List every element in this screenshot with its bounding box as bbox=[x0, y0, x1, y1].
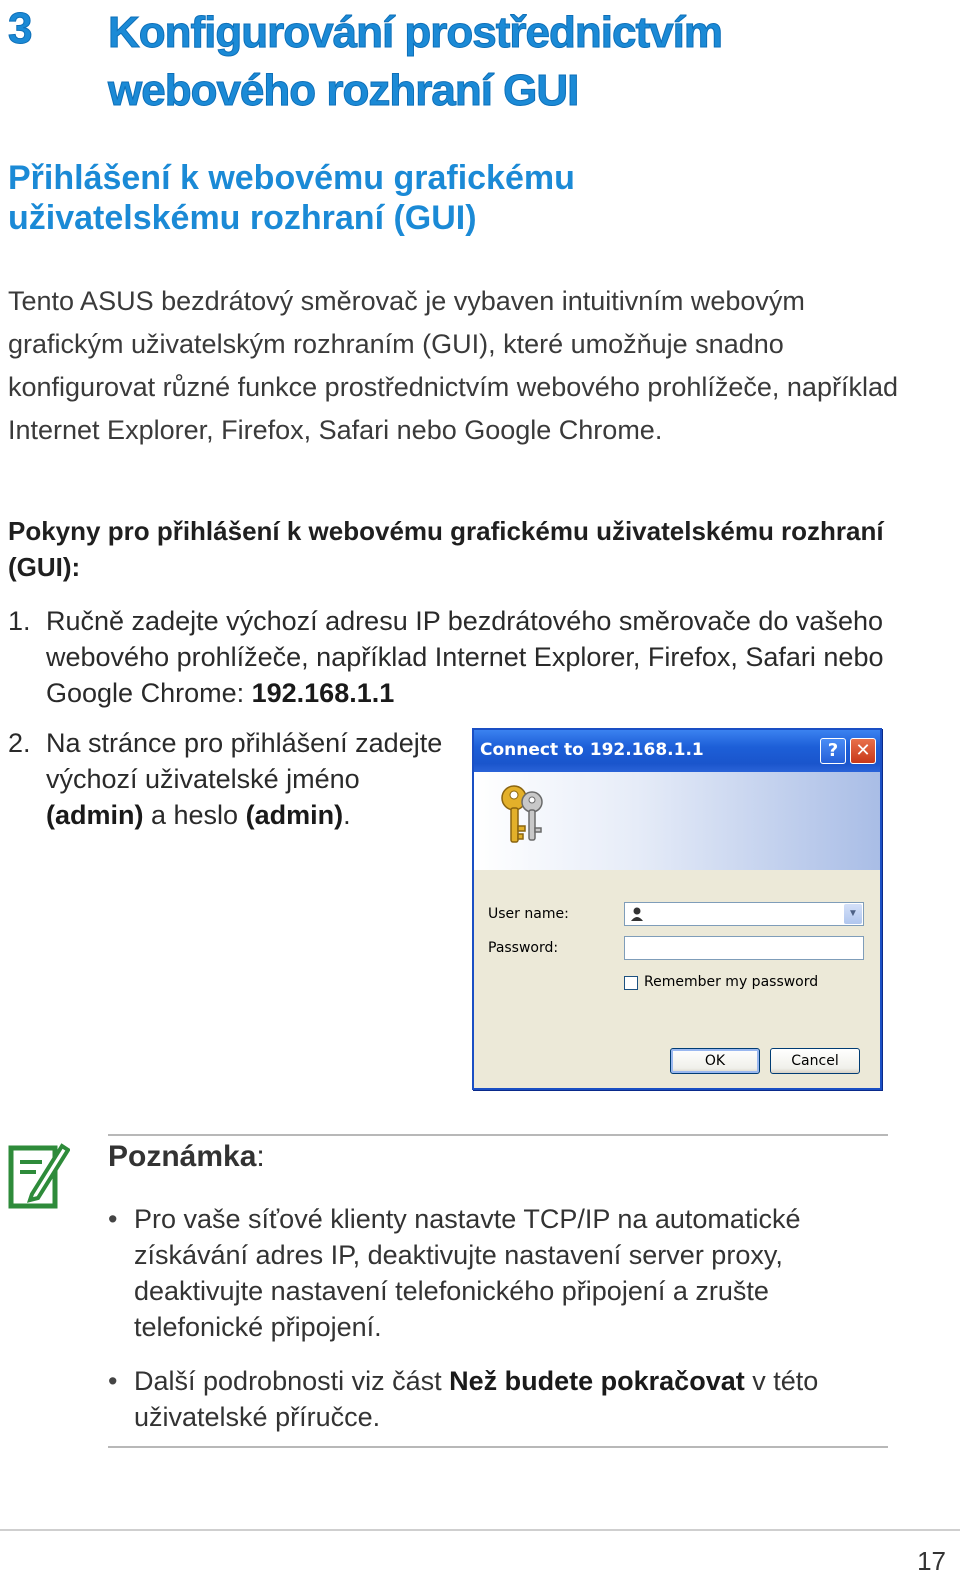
keys-icon bbox=[494, 780, 558, 850]
dialog-titlebar bbox=[474, 730, 880, 772]
username-label: User name: bbox=[488, 906, 569, 922]
password-field[interactable] bbox=[624, 936, 864, 960]
note-label bbox=[108, 1140, 265, 1174]
login-dialog bbox=[472, 728, 882, 1090]
password-label: Password: bbox=[488, 940, 559, 956]
bullet-marker: • bbox=[108, 1366, 118, 1396]
note-label-text: Poznámka bbox=[108, 1140, 257, 1173]
note-item-2-link: Než budete pokračovat bbox=[449, 1366, 745, 1396]
page-number: 17 bbox=[917, 1546, 946, 1576]
step-2-body-c: . bbox=[343, 800, 351, 830]
username-combo[interactable] bbox=[624, 902, 864, 926]
note-item-1: Pro vaše síťové klienty nastavte TCP/IP na automatické získávání adres IP, deaktivujte nastavení server proxy, deaktivujte nastavení telefonického připojení a zrušte telefonické připojení. bbox=[134, 1204, 801, 1342]
step-1-number: 1. bbox=[8, 606, 31, 636]
step-2-number: 2. bbox=[8, 728, 31, 758]
dialog-title: Connect to 192.168.1.1 bbox=[480, 740, 704, 760]
default-password: (admin) bbox=[245, 800, 344, 830]
remember-password-label: Remember my password bbox=[644, 974, 819, 990]
step-1-body: Ručně zadejte výchozí adresu IP bezdrátového směrovače do vašeho webového prohlížeče, například Internet Explorer, Firefox, Safari nebo Google Chrome: bbox=[46, 606, 884, 708]
dialog-banner bbox=[474, 772, 880, 870]
chapter-number: 3 bbox=[8, 4, 32, 53]
note-item-2-a: Další podrobnosti viz část bbox=[134, 1366, 450, 1396]
footer-rule bbox=[0, 1529, 960, 1531]
cancel-button[interactable]: Cancel bbox=[770, 1048, 860, 1074]
close-button[interactable]: ✕ bbox=[850, 738, 876, 764]
user-icon bbox=[629, 906, 645, 922]
note-item-2 bbox=[134, 1363, 874, 1435]
step-2-body-b: a heslo bbox=[143, 800, 246, 830]
help-button[interactable]: ? bbox=[820, 738, 846, 764]
note-item-2-b: v této uživatelské příručce. bbox=[134, 1366, 819, 1432]
note-label-colon: : bbox=[256, 1140, 265, 1173]
dialog-body bbox=[474, 870, 880, 1088]
step-1-text bbox=[46, 603, 926, 711]
intro-paragraph: Tento ASUS bezdrátový směrovač je vybaven intuitivním webovým grafickým uživatelským rozhraním (GUI), které umožňuje snadno konfigurovat různé funkce prostřednictvím webového prohlížeče, například Internet Explorer, Firefox, Safari nebo Google Chrome. bbox=[8, 286, 898, 445]
remember-password-checkbox[interactable] bbox=[624, 976, 638, 990]
chevron-down-icon[interactable]: ▼ bbox=[844, 904, 862, 924]
step-2-body-a: Na stránce pro přihlášení zadejte výchozí uživatelské jméno bbox=[46, 728, 443, 794]
bullet-marker: • bbox=[108, 1204, 118, 1234]
note-top-rule bbox=[108, 1134, 888, 1136]
section-title: Přihlášení k webovému grafickému uživatelskému rozhraní (GUI) bbox=[8, 159, 575, 237]
subsection-title: Pokyny pro přihlášení k webovému grafickému uživatelskému rozhraní (GUI): bbox=[8, 516, 884, 582]
default-ip-address: 192.168.1.1 bbox=[251, 678, 395, 708]
ok-button[interactable]: OK bbox=[670, 1048, 760, 1074]
default-username: (admin) bbox=[46, 800, 144, 830]
chapter-title: Konfigurování prostřednictvím webového rozhraní GUI bbox=[108, 8, 722, 115]
note-pencil-icon bbox=[8, 1138, 70, 1210]
note-bottom-rule bbox=[108, 1446, 888, 1448]
step-2-text bbox=[46, 725, 446, 833]
